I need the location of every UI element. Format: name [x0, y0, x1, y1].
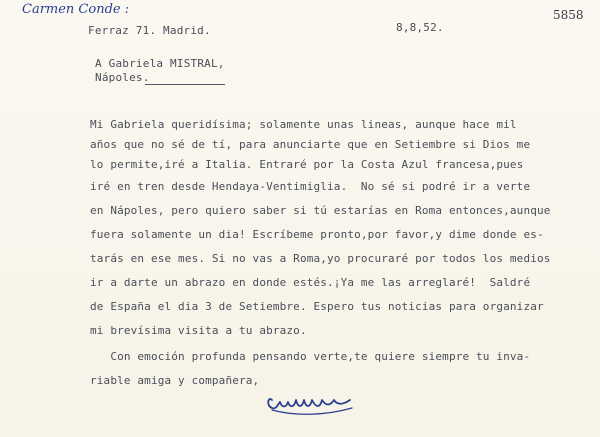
body-line: de España el dia 3 de Setiembre. Espero tus noticias para organizar: [90, 300, 544, 313]
body-line: en Nápoles, pero quiero saber si tú estarías en Roma entonces,aunque: [90, 204, 551, 217]
body-line: riable amiga y compañera,: [90, 374, 260, 387]
body-line: lo permite,iré a Italia. Entraré por la Costa Azul francesa,pues: [90, 158, 524, 171]
handwritten-signature: [264, 386, 364, 418]
body-line: fuera solamente un dia! Escríbeme pronto,por favor,y dime donde es-: [90, 228, 544, 241]
body-line: Con emoción profunda pensando verte,te quiere siempre tu inva-: [90, 350, 531, 363]
handwritten-name-note: Carmen Conde :: [22, 2, 130, 17]
sender-address: Ferraz 71. Madrid.: [88, 24, 211, 37]
body-line: Mi Gabriela queridísima; solamente unas lineas, aunque hace mil: [90, 118, 517, 131]
recipient-city: Nápoles.: [95, 71, 150, 84]
recipient-underline: [145, 84, 225, 85]
body-line: mi brevísima visita a tu abrazo.: [90, 324, 307, 337]
body-line: años que no sé de tí, para anunciarte que en Setiembre si Dios me: [90, 138, 531, 151]
body-line: ir a darte un abrazo en donde estés.¡Ya me las arreglaré! Saldré: [90, 276, 531, 289]
archive-number: 5858: [553, 8, 584, 22]
body-line: tarás en ese mes. Si no vas a Roma,yo procuraré por todos los medios: [90, 252, 551, 265]
recipient-name: A Gabriela MISTRAL,: [95, 57, 225, 70]
body-line: iré en tren desde Hendaya-Ventimiglia. No sé si podré ir a verte: [90, 180, 531, 193]
letter-date: 8,8,52.: [396, 21, 444, 34]
